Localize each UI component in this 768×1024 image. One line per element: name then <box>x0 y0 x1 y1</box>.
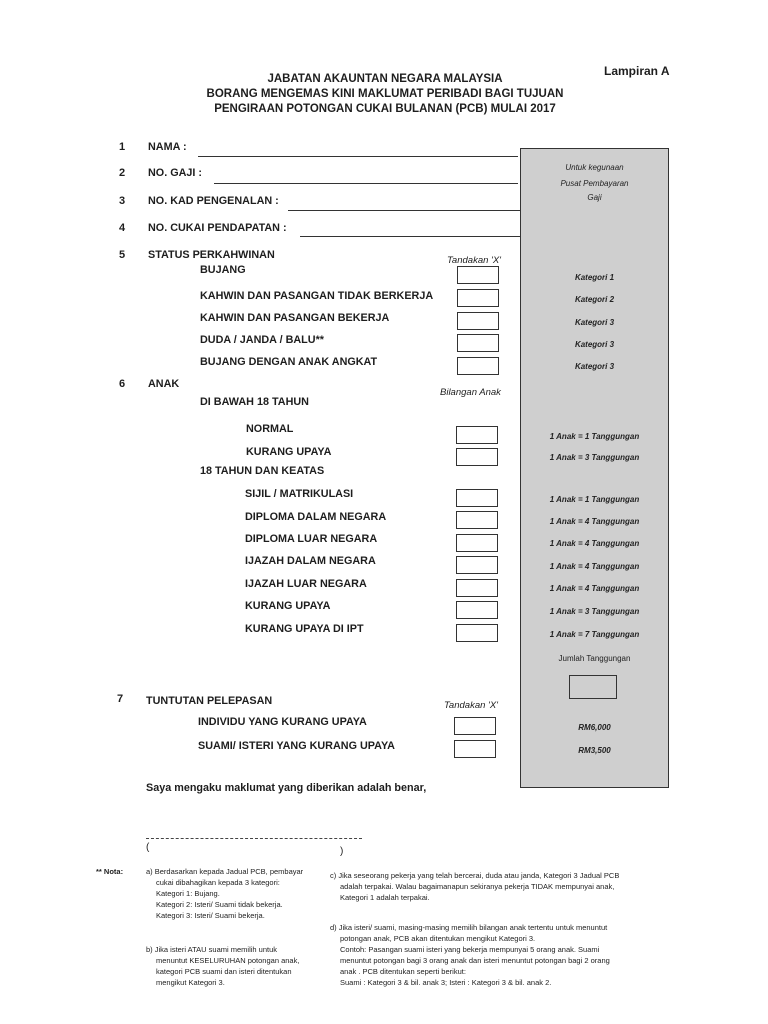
tuntutan-item-label: SUAMI/ ISTERI YANG KURANG UPAYA <box>198 740 395 752</box>
field-label-no-gaji: NO. GAJI : <box>148 167 202 179</box>
anak-rate-label: 1 Anak = 4 Tanggungan <box>549 562 640 571</box>
tuntutan-checkbox-suami-isteri[interactable] <box>454 740 496 758</box>
category-label: Kategori 3 <box>574 362 615 371</box>
field-label-nama: NAMA : <box>148 141 187 153</box>
office-use-panel <box>520 148 669 788</box>
anak-count-hint: Bilangan Anak <box>440 387 501 398</box>
note-line: mengikut Kategori 3. <box>156 978 225 987</box>
lampiran-label: Lampiran A <box>604 64 670 78</box>
no-gaji-input-line[interactable] <box>214 183 518 184</box>
status-checkbox-kahwin-tidak-bekerja[interactable] <box>457 289 499 307</box>
anak-item-label: KURANG UPAYA DI IPT <box>245 623 364 635</box>
field-label-cukai-pendapatan: NO. CUKAI PENDAPATAN : <box>148 222 287 234</box>
anak-rate-label: 1 Anak = 1 Tanggungan <box>549 495 640 504</box>
total-dependants-label: Jumlah Tanggungan <box>558 654 631 663</box>
anak-rate-label: 1 Anak = 1 Tanggungan <box>549 432 640 441</box>
cukai-pendapatan-input-line[interactable] <box>300 236 520 237</box>
relief-amount: RM6,000 <box>578 723 611 732</box>
tuntutan-item-label: INDIVIDU YANG KURANG UPAYA <box>198 716 367 728</box>
anak-count-ijazah-luar[interactable] <box>456 579 498 597</box>
note-line: a) Berdasarkan kepada Jadual PCB, pembayar <box>146 867 304 876</box>
status-item-label: BUJANG DENGAN ANAK ANGKAT <box>200 356 378 368</box>
note-line: Kategori 3: Isteri/ Suami bekerja. <box>156 911 265 920</box>
status-checkbox-bujang[interactable] <box>457 266 499 284</box>
anak-item-label: KURANG UPAYA <box>246 446 332 458</box>
status-checkbox-kahwin-bekerja[interactable] <box>457 312 499 330</box>
note-line: menuntut potongan bagi 3 orang anak dan isteri menuntut potongan bagi 2 orang <box>340 956 610 965</box>
anak-rate-label: 1 Anak = 3 Tanggungan <box>549 453 640 462</box>
status-mark-hint: Tandakan 'X' <box>447 255 501 266</box>
kad-pengenalan-input-line[interactable] <box>288 210 520 211</box>
anak-count-kurang-upaya-18[interactable] <box>456 601 498 619</box>
anak-count-ijazah-dalam[interactable] <box>456 556 498 574</box>
anak-rate-label: 1 Anak = 3 Tanggungan <box>549 607 640 616</box>
status-heading: STATUS PERKAHWINAN <box>148 249 275 261</box>
note-line: Suami : Kategori 3 & bil. anak 3; Isteri : Kategori 3 & bil. anak 2. <box>340 978 552 987</box>
anak-count-kurang-upaya-ipt[interactable] <box>456 624 498 642</box>
title-line-1: JABATAN AKAUNTAN NEGARA MALAYSIA <box>267 73 503 85</box>
note-line: Kategori 1: Bujang. <box>156 889 220 898</box>
anak-heading: ANAK <box>148 378 180 390</box>
status-item-label: DUDA / JANDA / BALU** <box>200 334 324 346</box>
total-dependants-box[interactable] <box>569 675 617 699</box>
status-item-label: KAHWIN DAN PASANGAN TIDAK BERKERJA <box>200 290 434 302</box>
note-line: kategori PCB suami dan isteri ditentukan <box>156 967 292 976</box>
nama-input-line[interactable] <box>198 156 518 157</box>
notes-label: ** Nota: <box>96 867 124 876</box>
anak-rate-label: 1 Anak = 7 Tanggungan <box>549 630 640 639</box>
anak-item-label: DIPLOMA LUAR NEGARA <box>245 533 378 545</box>
anak-item-label: NORMAL <box>246 423 294 435</box>
anak-rate-label: 1 Anak = 4 Tanggungan <box>549 584 640 593</box>
panel-header-line: Untuk kegunaan <box>565 163 624 172</box>
anak-count-normal[interactable] <box>456 426 498 444</box>
note-b <box>146 944 299 988</box>
note-c <box>330 870 619 903</box>
anak-count-sijil[interactable] <box>456 489 498 507</box>
note-a <box>146 866 303 921</box>
anak-item-label: KURANG UPAYA <box>245 600 331 612</box>
under18-heading: DI BAWAH 18 TAHUN <box>200 396 309 408</box>
over18-heading: 18 TAHUN DAN KEATAS <box>200 465 325 477</box>
tuntutan-checkbox-individu[interactable] <box>454 717 496 735</box>
field-number-4: 4 <box>119 222 126 234</box>
section-number-6: 6 <box>119 378 126 390</box>
anak-rate-label: 1 Anak = 4 Tanggungan <box>549 539 640 548</box>
section-number-5: 5 <box>119 249 126 261</box>
category-label: Kategori 3 <box>574 340 615 349</box>
field-label-kad-pengenalan: NO. KAD PENGENALAN : <box>148 195 279 207</box>
status-item-label: BUJANG <box>200 264 246 276</box>
anak-item-label: IJAZAH LUAR NEGARA <box>245 578 367 590</box>
title-line-3: PENGIRAAN POTONGAN CUKAI BULANAN (PCB) MULAI 2017 <box>214 103 556 115</box>
signature-close-paren: ) <box>340 846 344 857</box>
field-number-3: 3 <box>119 195 126 207</box>
note-line: b) Jika isteri ATAU suami memilih untuk <box>146 945 278 954</box>
tuntutan-heading: TUNTUTAN PELEPASAN <box>146 695 273 707</box>
note-line: c) Jika seseorang pekerja yang telah bercerai, duda atau janda, Kategori 3 Jadual PCB <box>330 871 620 880</box>
note-line: d) Jika isteri/ suami, masing-masing memilih bilangan anak tertentu untuk menuntut <box>330 923 608 932</box>
status-checkbox-duda-janda[interactable] <box>457 334 499 352</box>
category-label: Kategori 3 <box>574 318 615 327</box>
panel-header-line: Pusat Pembayaran <box>560 179 629 188</box>
anak-count-diploma-dalam[interactable] <box>456 511 498 529</box>
note-line: anak . PCB ditentukan seperti berikut: <box>340 967 466 976</box>
note-line: Contoh: Pasangan suami isteri yang bekerja mempunyai 5 orang anak. Suami <box>340 945 600 954</box>
note-line: cukai dibahagikan kepada 3 kategori: <box>156 878 280 887</box>
relief-amount: RM3,500 <box>578 746 611 755</box>
status-checkbox-anak-angkat[interactable] <box>457 357 499 375</box>
status-item-label: KAHWIN DAN PASANGAN BEKERJA <box>200 312 390 324</box>
note-line: menuntut KESELURUHAN potongan anak, <box>156 956 300 965</box>
panel-header-line: Gaji <box>587 193 602 202</box>
declaration-text: Saya mengaku maklumat yang diberikan adalah benar, <box>146 782 427 794</box>
note-line: adalah terpakai. Walau bagaimanapun sekiranya pekerja TIDAK mempunyai anak, <box>340 882 615 891</box>
category-label: Kategori 2 <box>574 295 615 304</box>
anak-rate-label: 1 Anak = 4 Tanggungan <box>549 517 640 526</box>
anak-item-label: DIPLOMA DALAM NEGARA <box>245 511 387 523</box>
tuntutan-mark-hint: Tandakan 'X' <box>444 700 498 711</box>
anak-count-kurang-upaya[interactable] <box>456 448 498 466</box>
category-label: Kategori 1 <box>574 273 615 282</box>
note-line: potongan anak, PCB akan ditentukan mengikut Kategori 3. <box>340 934 536 943</box>
anak-item-label: SIJIL / MATRIKULASI <box>245 488 354 500</box>
anak-item-label: IJAZAH DALAM NEGARA <box>245 555 376 567</box>
field-number-1: 1 <box>119 141 126 153</box>
note-line: Kategori 2: Isteri/ Suami tidak bekerja. <box>156 900 283 909</box>
section-number-7: 7 <box>117 693 124 705</box>
note-line: Kategori 1 adalah terpakai. <box>340 893 430 902</box>
signature-open-paren: ( <box>146 842 150 853</box>
signature-line[interactable] <box>146 838 362 839</box>
anak-count-diploma-luar[interactable] <box>456 534 498 552</box>
field-number-2: 2 <box>119 167 126 179</box>
title-line-2: BORANG MENGEMAS KINI MAKLUMAT PERIBADI BAGI TUJUAN <box>206 88 564 100</box>
note-d <box>330 922 610 988</box>
